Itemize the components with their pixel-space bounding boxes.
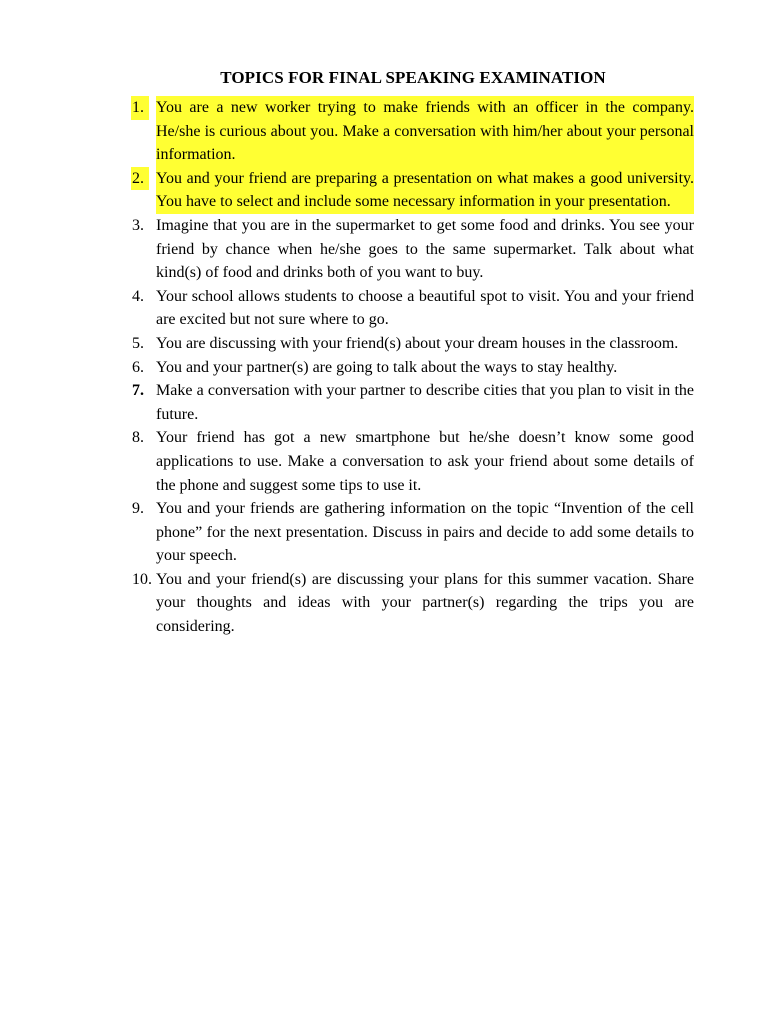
topic-number: 10. — [132, 570, 152, 588]
topic-text: You and your partner(s) are going to talk about the ways to stay healthy. — [156, 358, 618, 376]
topic-number: 1. — [131, 96, 149, 120]
topic-text: You and your friends are gathering information on the topic “Invention of the cell phone” for the next presentation. Discuss in pairs and decide to add some details to your speech. — [156, 500, 694, 565]
topic-item-4 — [132, 285, 694, 332]
document-page — [132, 66, 694, 639]
document-title: TOPICS FOR FINAL SPEAKING EXAMINATION — [220, 68, 606, 87]
topic-text: Your school allows students to choose a beautiful spot to visit. You and your friend are excited but not sure where to go. — [156, 287, 694, 329]
topic-number: 9. — [132, 500, 144, 518]
topic-item-10 — [132, 568, 694, 639]
topic-item-3 — [132, 214, 694, 285]
topic-item-1 — [132, 96, 694, 167]
topic-item-7 — [132, 379, 694, 426]
topic-text: You are discussing with your friend(s) about your dream houses in the classroom. — [156, 334, 679, 352]
topic-text: Your friend has got a new smartphone but he/she doesn’t know some good applications to use. Make a conversation to ask your friend about some details of the phone and suggest some tips to use it. — [156, 429, 694, 494]
topic-text: You are a new worker trying to make friends with an officer in the company. He/she is curious about you. Make a conversation with him/her about your personal information. — [156, 96, 694, 167]
topic-number: 4. — [132, 287, 144, 305]
topic-item-8 — [132, 426, 694, 497]
topic-text: You and your friend are preparing a presentation on what makes a good university. You have to select and include some necessary information in your presentation. — [156, 167, 694, 214]
topics-list — [132, 96, 694, 639]
topic-number: 5. — [132, 334, 144, 352]
topic-text: Make a conversation with your partner to describe cities that you plan to visit in the future. — [156, 382, 694, 423]
topic-item-2 — [132, 167, 694, 214]
topic-number: 3. — [132, 216, 144, 234]
topic-text: Imagine that you are in the supermarket to get some food and drinks. You see your friend by chance when he/she goes to the same supermarket. Talk about what kind(s) of food and drinks both of you want to buy. — [156, 216, 694, 282]
topic-number: 2. — [131, 167, 149, 191]
topic-number: 6. — [132, 358, 144, 376]
topic-item-6 — [132, 356, 694, 380]
topic-number: 7. — [132, 382, 144, 400]
topic-item-9 — [132, 497, 694, 568]
topic-text: You and your friend(s) are discussing your plans for this summer vacation. Share your thoughts and ideas with your partner(s) regarding the trips you are considering. — [156, 570, 694, 636]
topic-number: 8. — [132, 429, 144, 447]
topic-item-5 — [132, 332, 694, 356]
